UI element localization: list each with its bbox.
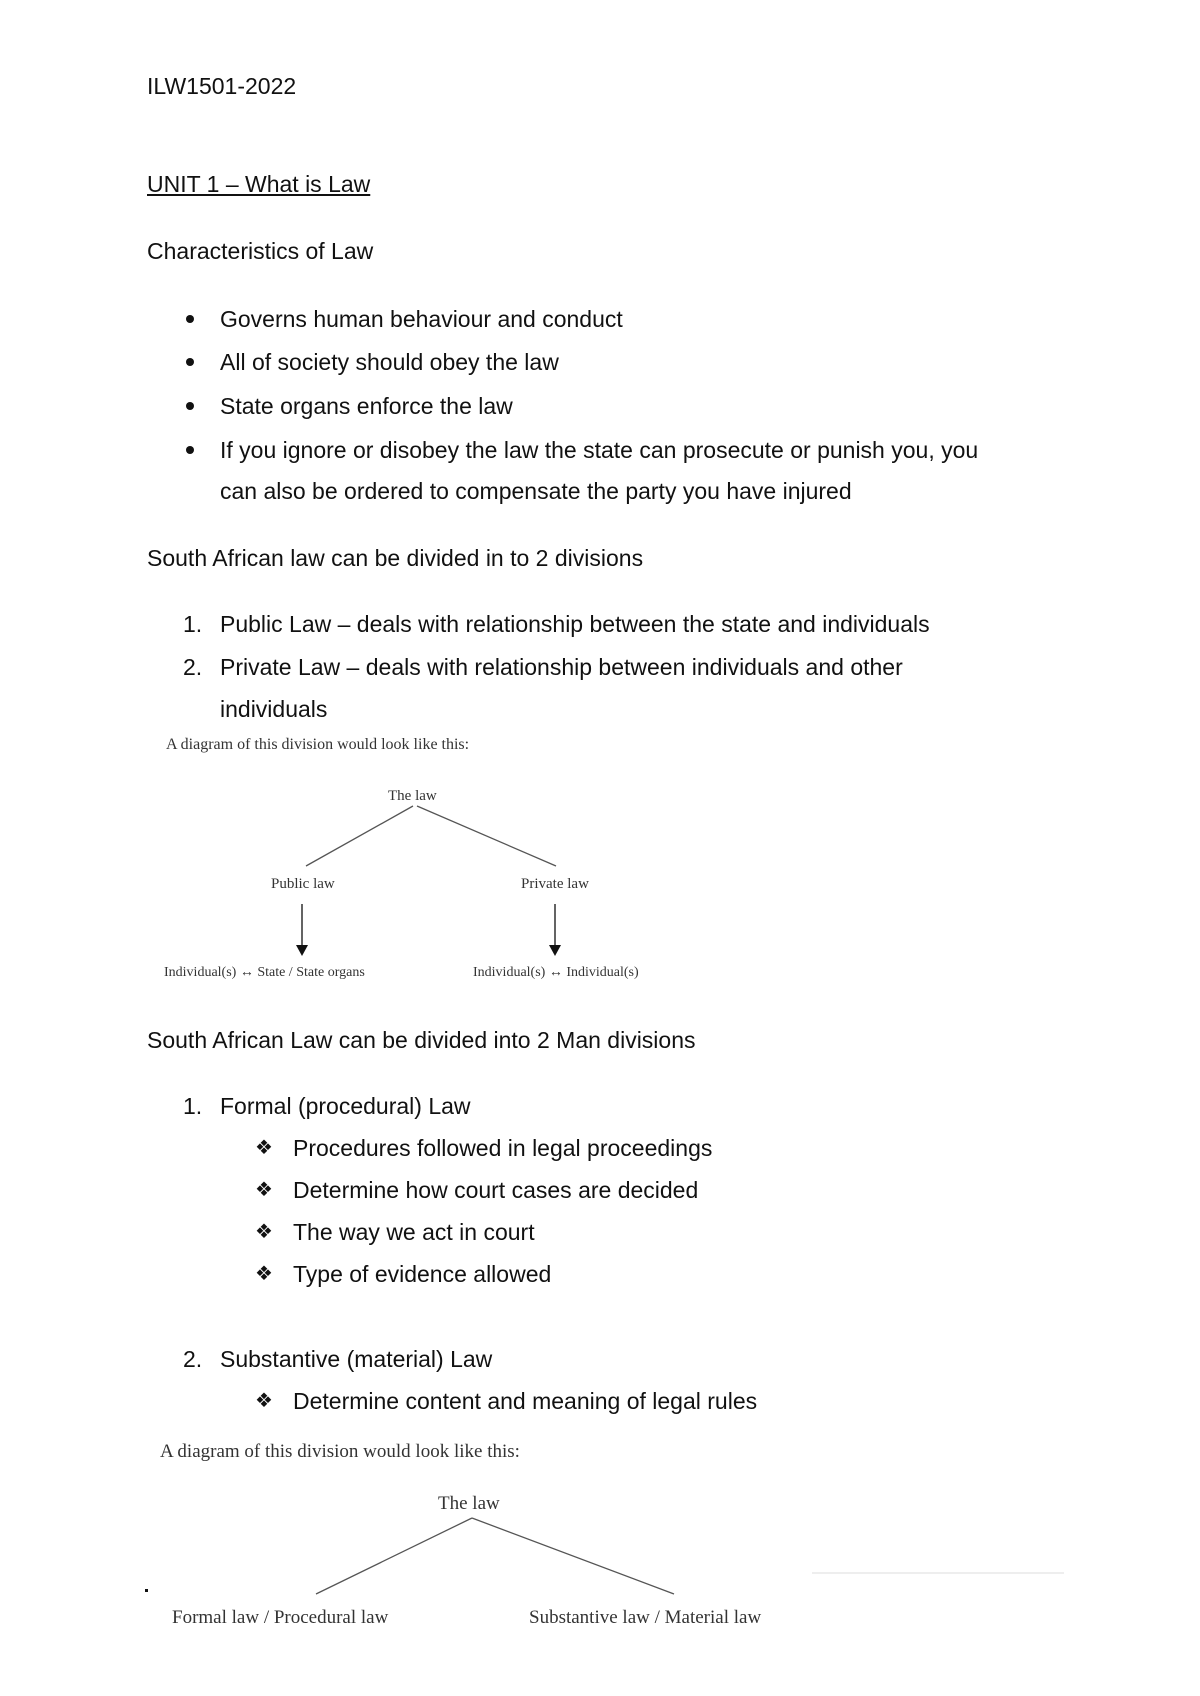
formal-law-title: Formal (procedural) Law xyxy=(220,1093,471,1119)
list-number: 2. xyxy=(183,654,203,680)
substantive-law-title: Substantive (material) Law xyxy=(220,1346,493,1372)
main-divisions-heading: South African Law can be divided into 2 Man divisions xyxy=(147,1027,696,1053)
unit-title: UNIT 1 – What is Law xyxy=(147,171,371,197)
characteristic-item: Governs human behaviour and conduct xyxy=(220,306,623,332)
diagram2-formal: Formal law / Procedural law xyxy=(172,1607,389,1628)
formal-point: The way we act in court xyxy=(293,1219,535,1245)
private-law-item-continued: individuals xyxy=(220,696,328,722)
divisions-heading: South African law can be divided in to 2 divisions xyxy=(147,545,644,571)
diagram1-left-leaf: Individual(s) ↔ State / State organs xyxy=(164,965,365,980)
substantive-point: Determine content and meaning of legal rules xyxy=(293,1388,758,1414)
diagram2-left-branch xyxy=(316,1518,472,1594)
characteristic-item: If you ignore or disobey the law the state can prosecute or punish you, you xyxy=(220,437,979,463)
characteristic-item: All of society should obey the law xyxy=(220,349,559,375)
diamond-bullet-icon: ❖ xyxy=(255,1221,273,1243)
formal-point: Type of evidence allowed xyxy=(293,1261,552,1287)
formal-point: Procedures followed in legal proceedings xyxy=(293,1135,713,1161)
characteristic-item-continued: can also be ordered to compensate the party you have injured xyxy=(220,478,852,504)
diagram2-caption: A diagram of this division would look like this: xyxy=(160,1441,520,1462)
diagram1-right-branch xyxy=(417,806,556,866)
diagram1-left-arrow-head xyxy=(296,945,308,956)
diagram2-substantive: Substantive law / Material law xyxy=(529,1607,762,1628)
characteristics-heading: Characteristics of Law xyxy=(147,238,374,264)
formal-point: Determine how court cases are decided xyxy=(293,1177,699,1203)
diamond-bullet-icon: ❖ xyxy=(255,1179,273,1201)
diagram1-caption: A diagram of this division would look like this: xyxy=(166,736,470,753)
course-code: ILW1501-2022 xyxy=(147,73,297,99)
list-number: 2. xyxy=(183,1346,203,1372)
diagram1-private: Private law xyxy=(521,876,589,892)
list-number: 1. xyxy=(183,611,203,637)
private-law-item: Private Law – deals with relationship between individuals and other xyxy=(220,654,903,680)
characteristic-item: State organs enforce the law xyxy=(220,393,513,419)
diamond-bullet-icon: ❖ xyxy=(255,1263,273,1285)
diagram1-left-branch xyxy=(306,806,413,866)
diagram2-right-branch xyxy=(472,1518,674,1594)
diagram1-public: Public law xyxy=(271,876,335,892)
diamond-bullet-icon: ❖ xyxy=(255,1390,273,1412)
footer-mark xyxy=(145,1589,148,1592)
public-law-item: Public Law – deals with relationship between the state and individuals xyxy=(220,611,930,637)
diagram1-right-arrow-head xyxy=(549,945,561,956)
diagram1-root: The law xyxy=(388,788,437,804)
list-number: 1. xyxy=(183,1093,203,1119)
diamond-bullet-icon: ❖ xyxy=(255,1137,273,1159)
diagram2-root: The law xyxy=(438,1493,500,1514)
diagram1-right-leaf: Individual(s) ↔ Individual(s) xyxy=(473,965,639,980)
